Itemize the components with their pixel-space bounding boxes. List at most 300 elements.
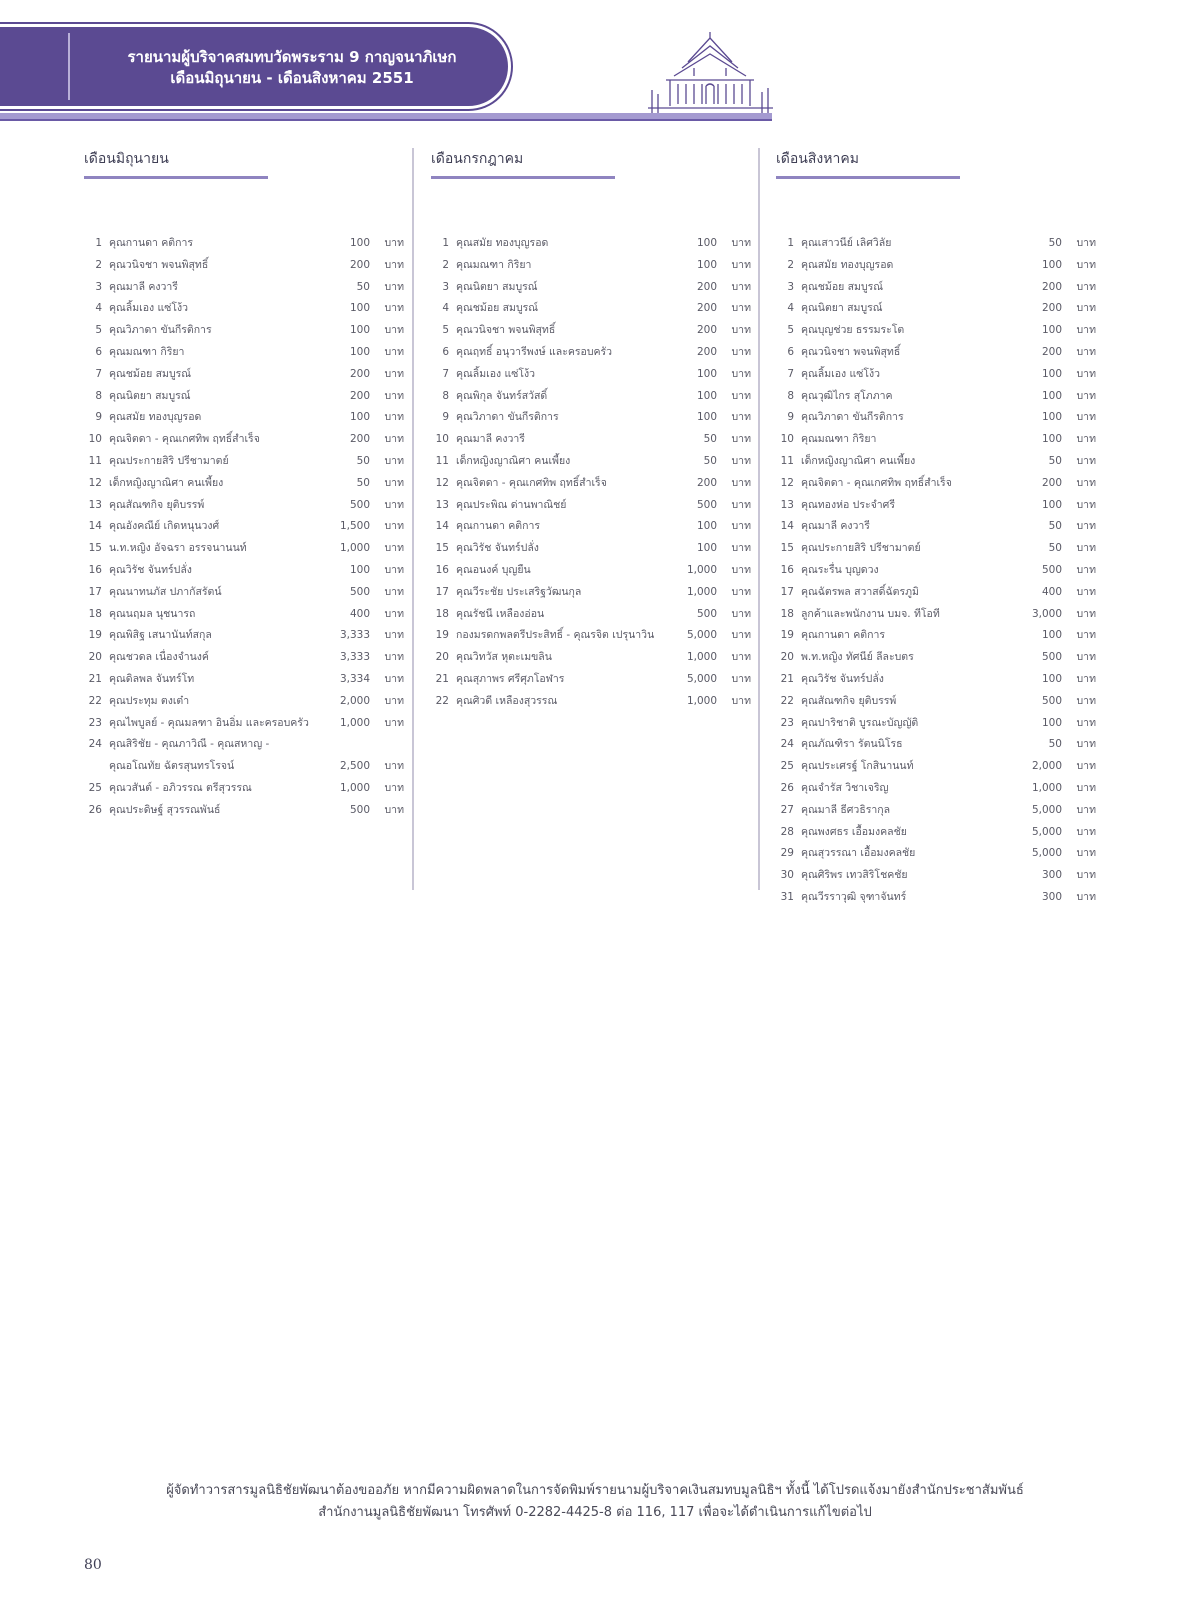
donation-amount: 50 [703,454,717,467]
currency-unit: บาท [384,651,404,664]
row-number: 12 [88,476,102,489]
row-number: 11 [780,454,794,467]
donation-amount: 5,000 [1031,825,1062,838]
row-number: 12 [435,476,449,489]
row-number: 25 [88,781,102,794]
row-number: 21 [435,672,449,685]
donation-amount: 200 [696,345,717,358]
row-number: 5 [442,324,449,337]
row-number: 15 [780,542,794,555]
currency-unit: บาท [384,367,404,380]
donor-name [456,429,663,451]
donor-row [84,800,404,822]
donor-name [456,277,663,299]
donor-row [84,364,404,386]
donor-name-line: คุณวิทวัส หุตะเมขลิน [456,651,552,664]
currency-unit: บาท [731,345,751,358]
currency-unit: บาท [384,542,404,555]
donor-name [456,342,663,364]
donation-amount: 50 [1048,237,1062,249]
donor-name-line: คุณกานดา คติการ [456,520,540,533]
row-number: 20 [780,651,794,664]
donor-row [776,843,1096,865]
donation-amount: 100 [696,542,717,555]
donor-name [801,473,1008,495]
row-number: 10 [435,433,449,446]
currency-unit: บาท [384,694,404,707]
currency-unit: บาท [384,324,404,337]
row-number: 15 [435,542,449,555]
donor-row [431,560,751,582]
currency-unit: บาท [384,760,404,773]
column-july [431,148,751,713]
row-number: 29 [780,847,794,860]
donor-name-line: คุณชม้อย สมบูรณ์ [456,302,538,315]
donor-row [776,669,1096,691]
donor-row [84,647,404,669]
donor-name-line: เด็กหญิงญาณิศา คนเพี้ยง [801,454,916,467]
donor-name-line: คุณประกายสิริ ปรีชามาตย์ [109,454,229,467]
donor-name-line: คุณสุวรรณา เอื้อมงคลชัย [801,847,916,860]
row-number: 14 [780,520,794,533]
donor-name [109,800,316,822]
currency-unit: บาท [731,411,751,424]
donor-name-line: คุณบุญช่วย ธรรมระโต [801,324,905,337]
row-number: 6 [95,345,102,358]
currency-unit: บาท [731,476,751,489]
donor-name-line: คุณประพิณ ด่านพาณิชย์ [456,498,567,511]
row-number: 26 [88,803,102,816]
donor-row [431,669,751,691]
month-underline [776,176,960,179]
donation-amount: 100 [349,345,370,358]
donor-row [776,734,1096,756]
donor-name [456,582,663,604]
donor-name-line: คุณมาลี ธีศวธิรากุล [801,803,891,816]
currency-unit: บาท [1076,345,1096,358]
donor-row [776,386,1096,408]
currency-unit: บาท [731,280,751,293]
temple-icon [648,28,773,116]
donation-amount: 100 [349,563,370,576]
donation-amount: 2,000 [339,694,370,707]
donor-name-line: คุณพิกุล จันทร์สวัสดิ์ [456,389,548,402]
donor-name [801,647,1008,669]
donor-name [109,669,316,691]
donation-amount: 100 [1041,411,1062,424]
donor-name-line: เด็กหญิงญาณิศา คนเพี้ยง [109,476,224,489]
donor-name [801,604,1008,626]
donor-name-line: คุณวิภาดา ขันกีรติการ [456,411,559,424]
row-number: 19 [780,629,794,642]
currency-unit: บาท [1076,890,1096,903]
donor-name-line: น.ท.หญิง อัจฉรา อรรจนานนท์ [109,542,247,555]
donor-row [776,604,1096,626]
donor-name-line: คุณชม้อย สมบูรณ์ [801,280,883,293]
donor-row [84,669,404,691]
donation-amount: 100 [1041,716,1062,729]
currency-unit: บาท [731,367,751,380]
row-number: 9 [787,411,794,424]
currency-unit: บาท [1076,476,1096,489]
donor-name [801,669,1008,691]
row-number: 23 [780,716,794,729]
donor-name-line: คุณสิริชัย - คุณภาวิณี - คุณสหาญ - [109,738,270,751]
row-number: 17 [88,585,102,598]
donor-row [84,255,404,277]
currency-unit: บาท [384,280,404,293]
donation-amount: 100 [696,389,717,402]
donor-name [109,604,316,626]
donor-row [776,647,1096,669]
donation-amount: 200 [1041,280,1062,293]
donor-name-line: คุณจำรัส วิชาเจริญ [801,781,889,794]
donation-amount: 50 [356,280,370,293]
row-number: 2 [787,258,794,271]
donor-name [109,407,316,429]
donor-row [431,255,751,277]
donor-name-line: คุณชวดล เนื่องจำนงค์ [109,651,209,664]
title-line-2: เดือนมิถุนายน - เดือนสิงหาคม 2551 [170,69,414,87]
donation-amount: 500 [349,585,370,598]
donation-amount: 1,000 [686,651,717,664]
row-number: 10 [88,433,102,446]
donor-row [776,538,1096,560]
donation-amount: 100 [1041,324,1062,337]
row-number: 7 [787,367,794,380]
currency-unit: บาท [1076,585,1096,598]
donor-name-line: คุณสัณฑกิจ ยุติบรรพ์ [801,694,897,707]
currency-unit: บาท [1076,803,1096,816]
donor-name [109,625,316,647]
row-number: 8 [442,389,449,402]
currency-unit: บาท [384,258,404,271]
donor-name-line: คุณกานดา คติการ [801,629,885,642]
donation-amount: 2,500 [339,760,370,773]
column-june [84,148,404,822]
donor-name [456,691,663,713]
currency-unit: บาท [731,389,751,402]
donor-name [801,255,1008,277]
donor-row [84,560,404,582]
donor-name [109,691,316,713]
donor-name-line: คุณวิรัช จันทร์ปลั่ง [801,672,884,685]
row-number: 28 [780,825,794,838]
currency-unit: บาท [1076,760,1096,773]
donation-amount: 50 [1048,738,1062,751]
donation-amount: 3,334 [339,672,370,685]
donor-name [801,298,1008,320]
donor-row [776,800,1096,822]
donor-name [109,386,316,408]
currency-unit: บาท [1076,411,1096,424]
donor-row [776,255,1096,277]
row-number: 14 [88,520,102,533]
donation-amount: 200 [349,389,370,402]
donor-name [801,713,1008,735]
donor-row [431,386,751,408]
donation-amount: 100 [1041,629,1062,642]
currency-unit: บาท [1076,258,1096,271]
currency-unit: บาท [731,433,751,446]
donation-amount: 200 [349,367,370,380]
donation-amount: 200 [1041,345,1062,358]
donor-row [84,778,404,800]
donor-row [84,298,404,320]
currency-unit: บาท [384,411,404,424]
currency-unit: บาท [384,302,404,315]
currency-unit: บาท [731,563,751,576]
donor-row [84,233,404,255]
footer-line-1: ผู้จัดทำวารสารมูลนิธิชัยพัฒนาต้องขออภัย หากมีความผิดพลาดในการจัดพิมพ์รายนามผู้บริจาคเงินสมทบมูลนิธิฯ ทั้งนี้ ได้โปรดแจ้งมายังสำนักประชาสัมพันธ์ [166,1483,1024,1498]
currency-unit: บาท [731,542,751,555]
donor-name-line: คุณอนงค์ บุญยืน [456,563,531,576]
donor-row [84,386,404,408]
donation-amount: 100 [1041,498,1062,511]
donation-amount: 100 [1041,367,1062,380]
row-number: 2 [95,258,102,271]
donor-list [84,233,404,822]
donor-row [431,647,751,669]
currency-unit: บาท [731,454,751,467]
currency-unit: บาท [731,694,751,707]
donor-name-line: คุณฉัตรพล สวาสดิ์ฉัตรภูมิ [801,585,919,598]
donation-amount: 50 [1048,454,1062,467]
donor-name-line: คุณสมัย ทองบุญรอด [109,411,202,424]
donation-amount: 200 [349,258,370,271]
donor-name [109,473,316,495]
donation-amount: 50 [703,433,717,446]
donor-row [776,756,1096,778]
donor-name [456,495,663,517]
donation-amount: 300 [1041,890,1062,903]
donation-amount: 200 [696,476,717,489]
donation-amount: 3,333 [339,629,370,642]
month-title: เดือนสิงหาคม [776,151,859,167]
donation-amount: 500 [1041,563,1062,576]
donor-row [84,277,404,299]
donor-row [776,495,1096,517]
row-number: 4 [95,302,102,315]
donor-name-line: คุณฤทธิ์ อนุวารีพงษ์ และครอบครัว [456,345,613,358]
row-number: 4 [442,302,449,315]
donor-row [84,538,404,560]
donation-amount: 1,000 [1031,781,1062,794]
donation-amount: 50 [356,476,370,489]
donation-amount: 2,000 [1031,760,1062,773]
donor-name [801,843,1008,865]
donation-amount: 1,000 [686,563,717,576]
donor-name-line: คุณสัณฑกิจ ยุติบรรพ์ [109,498,205,511]
donor-name [801,734,1008,756]
donation-amount: 5,000 [686,672,717,685]
row-number: 2 [442,258,449,271]
donation-amount: 1,000 [339,781,370,794]
donor-row [431,277,751,299]
donor-row [776,778,1096,800]
column-divider [412,148,414,890]
currency-unit: บาท [384,433,404,446]
donation-amount: 1,000 [339,716,370,729]
currency-unit: บาท [384,607,404,620]
donation-amount: 100 [696,237,717,249]
donor-name [456,516,663,538]
donor-name-line: คุณวีรราวุฒิ จุฑาจันทร์ [801,890,907,903]
donor-row [84,451,404,473]
row-number: 5 [787,324,794,337]
donation-amount: 400 [1041,585,1062,598]
row-number: 30 [780,869,794,882]
donor-name-line: คุณดิลพล จันทร์โท [109,672,195,685]
donation-amount: 100 [349,411,370,424]
donor-name [801,582,1008,604]
currency-unit: บาท [1076,738,1096,751]
donor-name-line: คุณปาริชาติ บูรณะบัญญัติ [801,716,919,729]
donor-name-line: คุณจิตดา - คุณเกศทิพ ฤทธิ์สำเร็จ [109,433,260,446]
donor-row [84,342,404,364]
currency-unit: บาท [731,258,751,271]
row-number: 15 [88,542,102,555]
row-number: 8 [95,389,102,402]
donor-name [456,364,663,386]
row-number: 22 [88,694,102,707]
donor-list [776,233,1096,909]
donor-row [431,342,751,364]
donation-amount: 100 [1041,258,1062,271]
row-number: 17 [435,585,449,598]
row-number: 11 [435,454,449,467]
currency-unit: บาท [1076,498,1096,511]
row-number: 16 [435,563,449,576]
row-number: 9 [442,411,449,424]
row-number: 26 [780,781,794,794]
month-underline [431,176,615,179]
donor-row [431,582,751,604]
donor-name [801,887,1008,909]
donation-amount: 50 [356,454,370,467]
donor-name-line: คุณวนิจชา พจนพิสุทธิ์ [801,345,901,358]
currency-unit: บาท [384,716,404,729]
donation-amount: 200 [1041,476,1062,489]
currency-unit: บาท [384,345,404,358]
donor-name [109,538,316,560]
donor-name [109,320,316,342]
donor-name [456,386,663,408]
donor-row [431,298,751,320]
row-number: 7 [95,367,102,380]
donation-amount: 500 [1041,651,1062,664]
donor-name-line: คุณทองห่อ ประจำศรี [801,498,895,511]
donor-name [801,800,1008,822]
donation-amount: 100 [1041,433,1062,446]
donor-name [109,342,316,364]
donor-name-line: คุณวิรัช จันทร์ปลั่ง [456,542,539,555]
donor-row [431,473,751,495]
row-number: 13 [88,498,102,511]
donor-row [84,713,404,735]
currency-unit: บาท [384,781,404,794]
row-number: 17 [780,585,794,598]
row-number: 3 [787,280,794,293]
currency-unit: บาท [1076,520,1096,533]
donor-name [109,451,316,473]
donation-amount: 100 [349,237,370,249]
donor-name-line: คุณวิรัช จันทร์ปลั่ง [109,563,192,576]
donor-row [776,298,1096,320]
currency-unit: บาท [1076,433,1096,446]
donation-amount: 200 [696,324,717,337]
page-title [102,47,482,89]
donor-name-line: คุณไพบูลย์ - คุณมลฑา อินอิ่ม และครอบครัว [109,716,309,729]
donor-row [431,233,751,255]
donation-amount: 3,000 [1031,607,1062,620]
donor-row [776,625,1096,647]
donor-name-line: คุณสุภาพร ศรีศุภโอฬาร [456,672,565,685]
donation-amount: 100 [696,520,717,533]
donor-name-line: คุณภัณฑิรา รัตนนิโรธ [801,738,903,751]
donor-name [109,364,316,386]
currency-unit: บาท [1076,629,1096,642]
row-number: 22 [780,694,794,707]
donor-row [776,407,1096,429]
row-number: 7 [442,367,449,380]
donation-amount: 1,500 [339,520,370,533]
currency-unit: บาท [1076,237,1096,249]
donor-name [801,778,1008,800]
currency-unit: บาท [731,651,751,664]
donor-name-line: คุณศิริพร เทวสิริโชคชัย [801,869,908,882]
currency-unit: บาท [384,454,404,467]
donation-amount: 5,000 [686,629,717,642]
donor-name [456,669,663,691]
donor-name [801,865,1008,887]
donor-name [109,582,316,604]
donation-amount: 100 [349,324,370,337]
donor-name-line: คุณนาทนภัส ปภากัสรัตน์ [109,585,222,598]
donor-name [801,495,1008,517]
header-rule-dark [0,119,772,121]
donor-name-line: คุณลิ้มเอง แซ่โง้ว [801,367,881,380]
donor-row [776,560,1096,582]
donor-row [84,495,404,517]
donor-row [431,538,751,560]
donor-name-line: คุณประกายสิริ ปรีชามาตย์ [801,542,921,555]
donor-row [431,320,751,342]
donor-row [84,320,404,342]
donor-name [801,429,1008,451]
donor-name-line: คุณมณฑา กิริยา [109,345,185,358]
donation-amount: 1,000 [339,542,370,555]
row-number: 19 [88,629,102,642]
donor-name [109,647,316,669]
donor-row [431,429,751,451]
donor-name-line: คุณพงศธร เอื้อมงคลชัย [801,825,907,838]
currency-unit: บาท [1076,324,1096,337]
currency-unit: บาท [384,389,404,402]
donor-row [84,516,404,538]
currency-unit: บาท [1076,781,1096,794]
donor-name [801,233,1008,255]
donation-amount: 100 [349,302,370,315]
donor-name-line: คุณประทุม ตงเต๋า [109,694,190,707]
donor-row [84,734,404,778]
currency-unit: บาท [384,585,404,598]
donor-name [801,386,1008,408]
donor-name [109,298,316,320]
donor-name [801,822,1008,844]
row-number: 1 [442,237,449,249]
donor-row [776,516,1096,538]
